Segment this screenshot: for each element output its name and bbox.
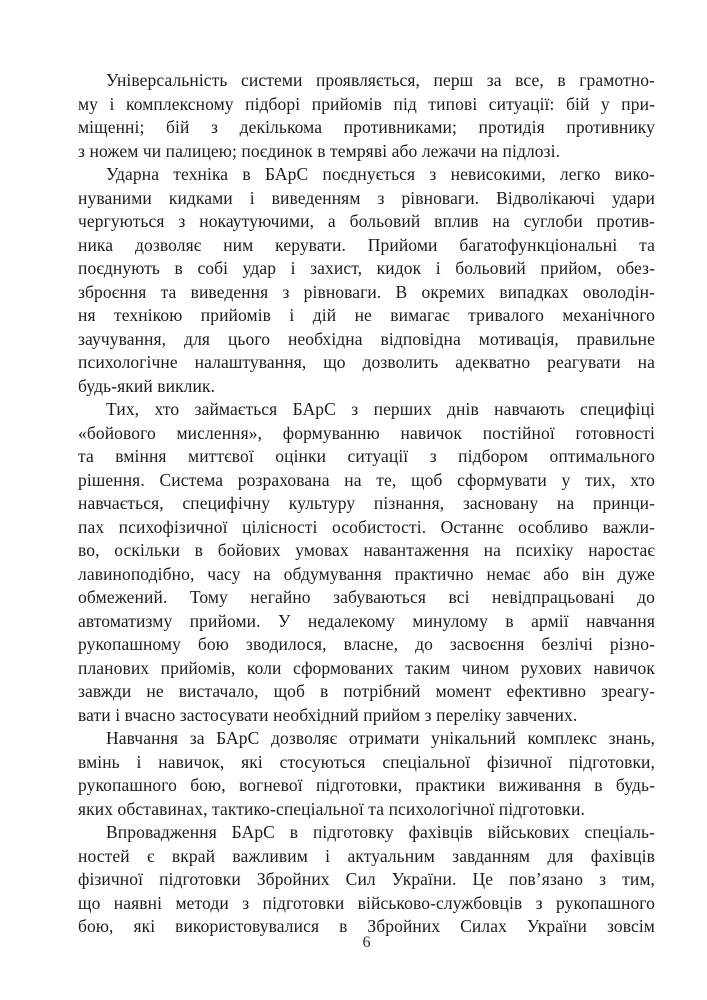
paragraph: [78, 727, 655, 821]
text-line: ника дозволяє ним керувати. Прийоми багатофункціональні та: [78, 234, 655, 255]
text-line: з ножем чи палицею; поєдинок в темряві або лежачи на підлозі.: [78, 140, 561, 161]
text-line: рукопашному бою зводилося, власне, до засвоєння безлічі різно-: [78, 634, 655, 654]
text-line: яких обставинах, тактико-спеціальної та психологічної підготовки.: [78, 798, 585, 819]
text-line: що наявні методи з підготовки військово-службовців з рукопашного: [78, 892, 655, 913]
paragraph: [78, 398, 655, 727]
text-line: бою, які використовувалися в Збройних Силах України зовсім: [78, 916, 655, 936]
text-line: ня технікою прийомів і дій не вимагає тривалого механічного: [78, 305, 655, 325]
page-number: 6: [362, 934, 371, 951]
text-line: заучування, для цього необхідна відповідна мотивація, правильне: [78, 328, 655, 349]
text-line: Ударна техніка в БАрС поєднується з невисокими, легко вико-: [106, 164, 655, 184]
text-line: та вміння миттєвої оцінки ситуації з підбором оптимального: [78, 446, 655, 466]
text-line: будь-який виклик.: [78, 375, 216, 396]
text-line: поєднують в собі удар і захист, кидок і больовий прийом, обез-: [78, 258, 655, 278]
text-line: психологічне налаштування, що дозволить адекватно реагувати на: [78, 352, 655, 372]
text-line: Тих, хто займається БАрС з перших днів навчають специфіці: [106, 399, 655, 419]
text-line: вати і вчасно застосувати необхідний прийом з переліку завчених.: [78, 704, 578, 725]
text-line: планових прийомів, коли сформованих таким чином рухових навичок: [78, 657, 655, 678]
text-line: му і комплексному підборі прийомів під типові ситуації: бій у при-: [78, 93, 655, 114]
text-line: рішення. Система розрахована на те, щоб сформувати у тих, хто: [78, 469, 655, 490]
text-line: рукопашного бою, вогневої підготовки, практики виживання в будь-: [78, 775, 655, 795]
page-text: [78, 69, 655, 939]
text-line: фізичної підготовки Збройних Сил України. Це пов’язано з тим,: [78, 869, 655, 889]
text-line: «бойового мислення», формуванню навичок постійної готовності: [78, 422, 655, 443]
text-line: чергуються з нокаутуючими, а больовий вплив на суглоби против-: [78, 211, 655, 231]
paragraph: [78, 163, 655, 398]
page-footer: [78, 934, 655, 952]
text-line: пах психофізичної цілісності особистості. Останнє особливо важли-: [78, 516, 655, 537]
text-line: лавиноподібно, часу на обдумування практично немає або він дуже: [78, 563, 655, 584]
text-line: завжди не вистачало, щоб в потрібний момент ефективно зреагу-: [78, 681, 655, 701]
text-line: Універсальність системи проявляється, перш за все, в грамотно-: [106, 70, 655, 90]
text-line: Впровадження БАрС в підготовку фахівців військових спеціаль-: [106, 822, 655, 842]
text-line: во, оскільки в бойових умовах навантаження на психіку наростає: [78, 540, 655, 560]
text-line: зброєння та виведення з рівноваги. В окремих випадках оволодін-: [78, 281, 655, 302]
text-line: вмінь і навичок, які стосуються спеціальної фізичної підготовки,: [78, 751, 655, 772]
text-line: навчається, специфічну культуру пізнання, засновану на принци-: [78, 493, 655, 513]
text-line: автоматизму прийоми. У недалекому минулому в армії навчання: [78, 610, 655, 631]
text-line: ностей є вкрай важливим і актуальним завданням для фахівців: [78, 845, 655, 866]
text-line: обмежений. Тому негайно забуваються всі невідпрацьовані до: [78, 587, 655, 607]
text-line: нуваними кидками і виведенням з рівноваги. Відволікаючі удари: [78, 187, 655, 208]
paragraph: [78, 821, 655, 939]
text-line: Навчання за БАрС дозволяє отримати унікальний комплекс знань,: [106, 728, 655, 748]
paragraph: [78, 69, 655, 163]
text-line: міщенні; бій з декількома противниками; протидія противнику: [78, 117, 655, 137]
